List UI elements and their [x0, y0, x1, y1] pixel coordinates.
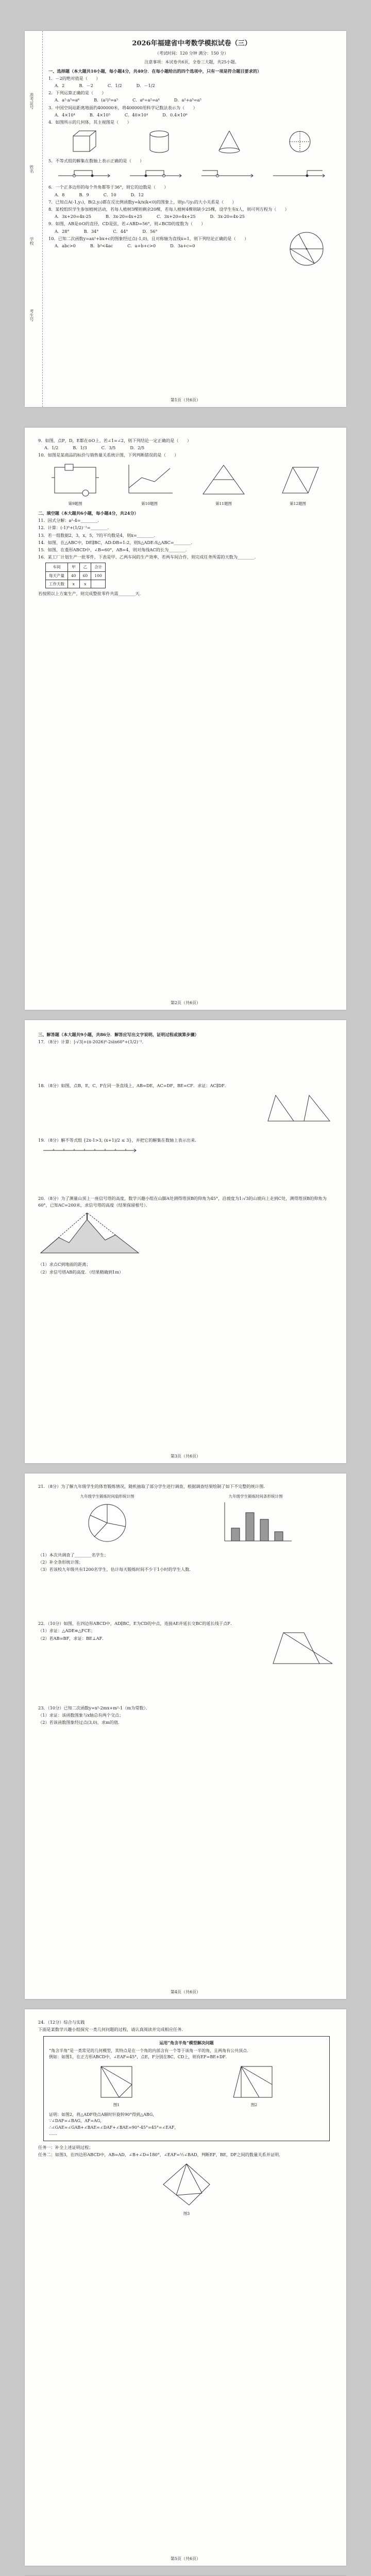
data-table: [45, 563, 106, 588]
number-line-figure: [38, 1144, 141, 1157]
question-24-intro: 下面是某数学兴趣小组探究一类几何问题的过程，请认真阅读并完成相应任务．: [38, 2027, 186, 2032]
figure-caption: 第12题图: [289, 501, 307, 506]
question-20: 20．（8分）为了测量山顶上一座信号塔的高度，数学兴趣小组在山脚A处测得塔顶B的仰角为45°，沿坡度为1:√3的山坡向上走到C处，测得塔顶B的仰角为60°，已知AC=200米，求信号塔的高度（结果保留根号）．: [38, 1196, 327, 1208]
option: A．28°: [55, 228, 70, 234]
box-figures: [49, 2064, 324, 2109]
chart-title: 九年级学生锻炼时间条形统计图: [228, 1494, 283, 1499]
question-18: 18．（8分）如图，点B，E，C，F在同一条直线上，AB=DE，AC=DF，BE=CF．求证：AC∥DF．: [38, 1083, 229, 1089]
option: A．abc>0: [55, 243, 76, 249]
table-header: 乙: [79, 563, 91, 571]
option: D．－1/2: [136, 83, 155, 89]
number-lines: [48, 167, 335, 181]
table-cell: 40: [68, 571, 80, 580]
figure-caption: 图3: [183, 2211, 190, 2216]
page-number: 第1页（共6页）: [170, 398, 201, 402]
cone-figure: [214, 129, 245, 155]
circle-figure: [284, 129, 315, 155]
table-cell: x: [79, 580, 91, 588]
figure-row: [38, 2161, 335, 2216]
option: C．10: [103, 192, 116, 197]
table-row: [46, 580, 106, 588]
question-11: 11．因式分解：a²-4=________．: [38, 518, 102, 523]
line-graph-figure: [124, 462, 175, 498]
question-22: 22．（10分）如图，在四边形ABCD中，AD∥BC，E为CD的中点，连接AE并延长交BC的延长线于点F．: [38, 1621, 235, 1626]
option: C．44°: [113, 228, 128, 234]
question-16-b: 若按照以上方案生产，则完成整批零件共需________天．: [38, 591, 144, 597]
solid-figures: [48, 129, 335, 155]
option: D．3a+c=0: [170, 243, 195, 249]
table-header: 甲: [68, 563, 80, 571]
question-23-a: （1）求证：该函数图象与x轴总有两个交点；: [38, 1713, 124, 1718]
table-header: 合计: [91, 563, 106, 571]
exam-notice: 注意事项：本试卷共6页，全卷三大题，共25小题。: [144, 60, 239, 65]
statistics-figures: [38, 1493, 335, 1548]
circuit-figure: [49, 462, 101, 498]
box-line: 证明：如图2，将△ADF绕点A顺时针旋转90°得到△ABG，: [49, 2112, 157, 2117]
question-6: 6．一个正多边形的每个外角都等于36°，则它的边数是（ ）: [48, 184, 168, 190]
question-3: 3．中国空间站距离地面约400000米，将400000用科学记数法表示为（ ）: [48, 105, 197, 110]
option: A．2: [55, 83, 65, 89]
option: B．9: [79, 192, 89, 197]
question-21-b: （2）补全条形统计图；: [38, 1559, 83, 1565]
option: D．0.4×10⁶: [162, 112, 188, 117]
question-2: 2．下列运算正确的是（ ）: [48, 90, 106, 96]
option: D．56°: [142, 228, 158, 234]
side-label: 姓名: [29, 165, 34, 173]
exam-title: 2026年福建省中考数学模拟试卷（三）: [132, 40, 251, 47]
exam-page-4: [25, 1473, 346, 1999]
option: B．1/3: [73, 445, 87, 451]
quad-figure: [158, 2161, 215, 2208]
figure-caption: 图2: [250, 2103, 258, 2108]
reading-box: [43, 2036, 330, 2141]
square-figure: [96, 2064, 137, 2100]
question-19: 19．（8分）解不等式组 {2x-1>3, (x+1)/2 ≤ 3}，并把它的解集在数轴上表示出来．: [38, 1137, 199, 1143]
question-20-a: （1）求点C到地面的距离；: [38, 1262, 91, 1267]
option: A．3x+20=4x-25: [55, 214, 91, 219]
option: C．1/2: [107, 83, 122, 89]
question-16: 16．某工厂计划生产一批零件，下表是甲、乙两车间的生产效率，若两车间合作，则完成任务所需的天数为________．: [38, 554, 259, 560]
option: A．a²·a³=a⁶: [55, 97, 80, 103]
figure-caption: 第11题图: [215, 501, 232, 506]
table-cell: 每天产量: [46, 571, 68, 580]
exam-page-2: [25, 428, 346, 1010]
side-label: 考生号: [29, 309, 34, 321]
section-heading: 二、填空题（本大题共6小题，每小题4分，共24分）: [38, 511, 139, 516]
figure-row: [38, 462, 335, 507]
pie-chart: [79, 1500, 136, 1546]
question-20-b: （2）求信号塔AB的高度．（结果精确到1m）: [38, 1269, 124, 1275]
chart-title: 九年级学生锻炼时间扇形统计图: [80, 1494, 134, 1499]
table-header: 车间: [46, 563, 68, 571]
figure-caption: 图1: [113, 2103, 120, 2108]
question-1: 1．－2的绝对值是（ ）: [48, 75, 100, 81]
option: D．a²+a³=a⁵: [174, 97, 201, 103]
exam-page-5: [25, 2009, 346, 2566]
binding-margin: [25, 31, 43, 407]
quadrilateral-figure: [268, 1628, 335, 1669]
cube-figure: [68, 129, 104, 155]
table-row: [46, 571, 106, 580]
question-24: 24．（12分）综合与实践: [38, 2020, 85, 2025]
option: C．a+b+c>0: [127, 243, 156, 249]
question-17: 17．（8分）计算：|-√3|+(π-2026)⁰-2sin60°+(1/2)⁻¹．: [38, 1039, 146, 1045]
page-number: 第2页（共6页）: [170, 1001, 201, 1005]
mountain-figure: [38, 1212, 141, 1258]
box-line: ∵∠DAF=∠BAG，AF=AG，: [49, 2119, 105, 2124]
question-21-c: （3）若该校九年级共有1200名学生，估计每天锻炼时间不少于1小时的学生人数．: [38, 1567, 194, 1572]
figure-caption: 第9题图: [68, 501, 82, 506]
section-heading: 一、选择题（本大题共10小题，每小题4分，共40分．在每小题给出的四个选项中，只有一项是符合题目要求的）: [48, 68, 262, 74]
box-line: 例如：如图1，在正方形ABCD中，∠EAF=45°，点E，F分别在BC，CD上，则有EF=BE+DF．: [49, 2055, 230, 2060]
question-10: 10．如图是某商品的标价与销售量关系统计图，下列判断错误的是（ ）: [38, 452, 179, 458]
table-cell: 100: [91, 571, 106, 580]
page-number: 第3页（共6页）: [170, 1454, 201, 1459]
question-15: 15．如图，在菱形ABCD中，∠B=60°，AB=4，则对角线AC的长为________．: [38, 547, 190, 553]
option: A．8: [55, 192, 65, 197]
side-label: 准考证号: [29, 93, 34, 109]
option: B．－2: [79, 83, 93, 89]
option: B．b²<4ac: [90, 243, 113, 249]
page-number: 第4页（共6页）: [170, 1990, 201, 1994]
question-21: 21．（8分）为了解九年级学生的体育锻炼情况，随机抽取了部分学生进行调查，根据调查结果绘制了如下不完整的统计图．: [38, 1484, 268, 1489]
task-2: 任务二：如图3，在四边形ABCD中，AB=AD，∠B+∠D=180°，∠EAF=½∠BAD，判断EF，BE，DF之间的数量关系并证明．: [38, 2152, 283, 2158]
option: D．2/5: [130, 445, 145, 451]
exam-page-1: [25, 31, 346, 407]
table-cell: x: [68, 580, 80, 588]
option: A．4×10⁴: [55, 112, 75, 117]
option: B．4×10⁵: [89, 112, 110, 117]
triangles-figure: [263, 1090, 335, 1126]
triangle-figure: [198, 462, 249, 498]
circle-diagram: [283, 228, 330, 269]
question-22-a: （1）求证：△ADE≌△FCE；: [38, 1628, 95, 1634]
section-heading: 三、解答题（本大题共9小题，共86分．解答应写出文字说明、证明过程或演算步骤）: [38, 1032, 199, 1037]
rotated-square-figure: [231, 2064, 277, 2100]
task-1: 任务一：补全上述证明过程；: [38, 2144, 93, 2150]
option: C．a⁶÷a²=a⁴: [132, 97, 160, 103]
question-21-a: （1）本次共调查了________名学生；: [38, 1552, 109, 1557]
table-cell: 60: [79, 571, 91, 580]
box-line: ∴∠GAE=∠GAB+∠BAE=∠DAF+∠BAE=90°-45°=45°=∠EAF，: [49, 2125, 179, 2130]
question-10: 10．已知二次函数y=ax²+bx+c的图象经过点(-1,0)，且对称轴为直线x=1，则下列结论正确的是（ ）: [48, 235, 249, 241]
exam-info: （考试时间：120 分钟 满分：150 分）: [155, 51, 229, 56]
question-5: 5．不等式组的解集在数轴上表示正确的是（ ）: [48, 158, 144, 164]
option: D．12: [130, 192, 144, 197]
option: B．(a²)³=a⁵: [94, 97, 119, 103]
question-7: 7．已知点A(-1,y₁)，B(2,y₂)都在反比例函数y=k/x(k<0)的图象上，则y₁与y₂的大小关系是（ ）: [48, 199, 237, 205]
table-cell: 工作天数: [46, 580, 68, 588]
question-23-b: （2）若该函数图象经过点(3,0)，求m的值．: [38, 1720, 123, 1725]
question-12: 12．计算：(-1)⁰+(1/2)⁻¹=________．: [38, 525, 112, 531]
rhombus-figure: [272, 462, 324, 498]
number-line-figure: [128, 167, 184, 181]
question-8: 8．某校组织学生参加植树活动，若每人植树3棵则剩余20棵，若每人植树4棵则缺少25棵，设学生有x人，则可列方程为（ ）: [48, 207, 289, 212]
side-label: 学校: [29, 237, 34, 245]
bar-chart: [217, 1500, 294, 1546]
number-line-figure: [56, 167, 113, 181]
cylinder-figure: [144, 129, 175, 155]
number-line-figure: [199, 167, 256, 181]
figure-caption: 第10题图: [141, 501, 158, 506]
option: C．3/5: [101, 445, 116, 451]
page-number: 第5页（共6页）: [170, 2556, 201, 2561]
box-title: 运用“角含半角”模型解决问题: [159, 2040, 214, 2046]
exam-page-3: [25, 1020, 346, 1463]
question-23: 23．（10分）已知二次函数y=x²-2mx+m²-1（m为常数）．: [38, 1705, 150, 1710]
option: D．3x-20=4x-25: [210, 214, 245, 219]
question-14: 14．如图，在△ABC中，DE∥BC，AD:DB=1:2，则S△ADE:S△ABC=________．: [38, 539, 195, 545]
box-line: “角含半角”是一类常见的几何模型，其特点是在一个角的内部含有一个等于该角一半的角，且两角有公共顶点．: [49, 2048, 251, 2053]
option: C．3x+20=4x+25: [156, 214, 196, 219]
question-9: 9．如图，点P，D，E都在⊙O上，若∠1=∠2，则下列结论一定正确的是（ ）: [38, 438, 192, 443]
option: C．40×10⁴: [124, 112, 148, 117]
question-13: 13．若一组数据2，3，x，5，7的平均数是4，则x=________．: [38, 532, 158, 538]
number-line-figure: [271, 167, 328, 181]
option: B．3x-20=4x+25: [105, 214, 142, 219]
option: B．34°: [83, 228, 99, 234]
question-9: 9．如图，AB是⊙O的直径，CD是弦，若∠ABD=56°，则∠BCD的度数为（ ）: [48, 221, 206, 227]
table-cell: [91, 580, 106, 588]
option: A．1/2: [44, 445, 59, 451]
box-line: ……: [49, 2131, 57, 2137]
question-4: 4．如图所示的几何体，其主视图是（ ）: [48, 120, 131, 125]
question-22-b: （2）若AB=BF，求证：BE⊥AF．: [38, 1635, 107, 1641]
